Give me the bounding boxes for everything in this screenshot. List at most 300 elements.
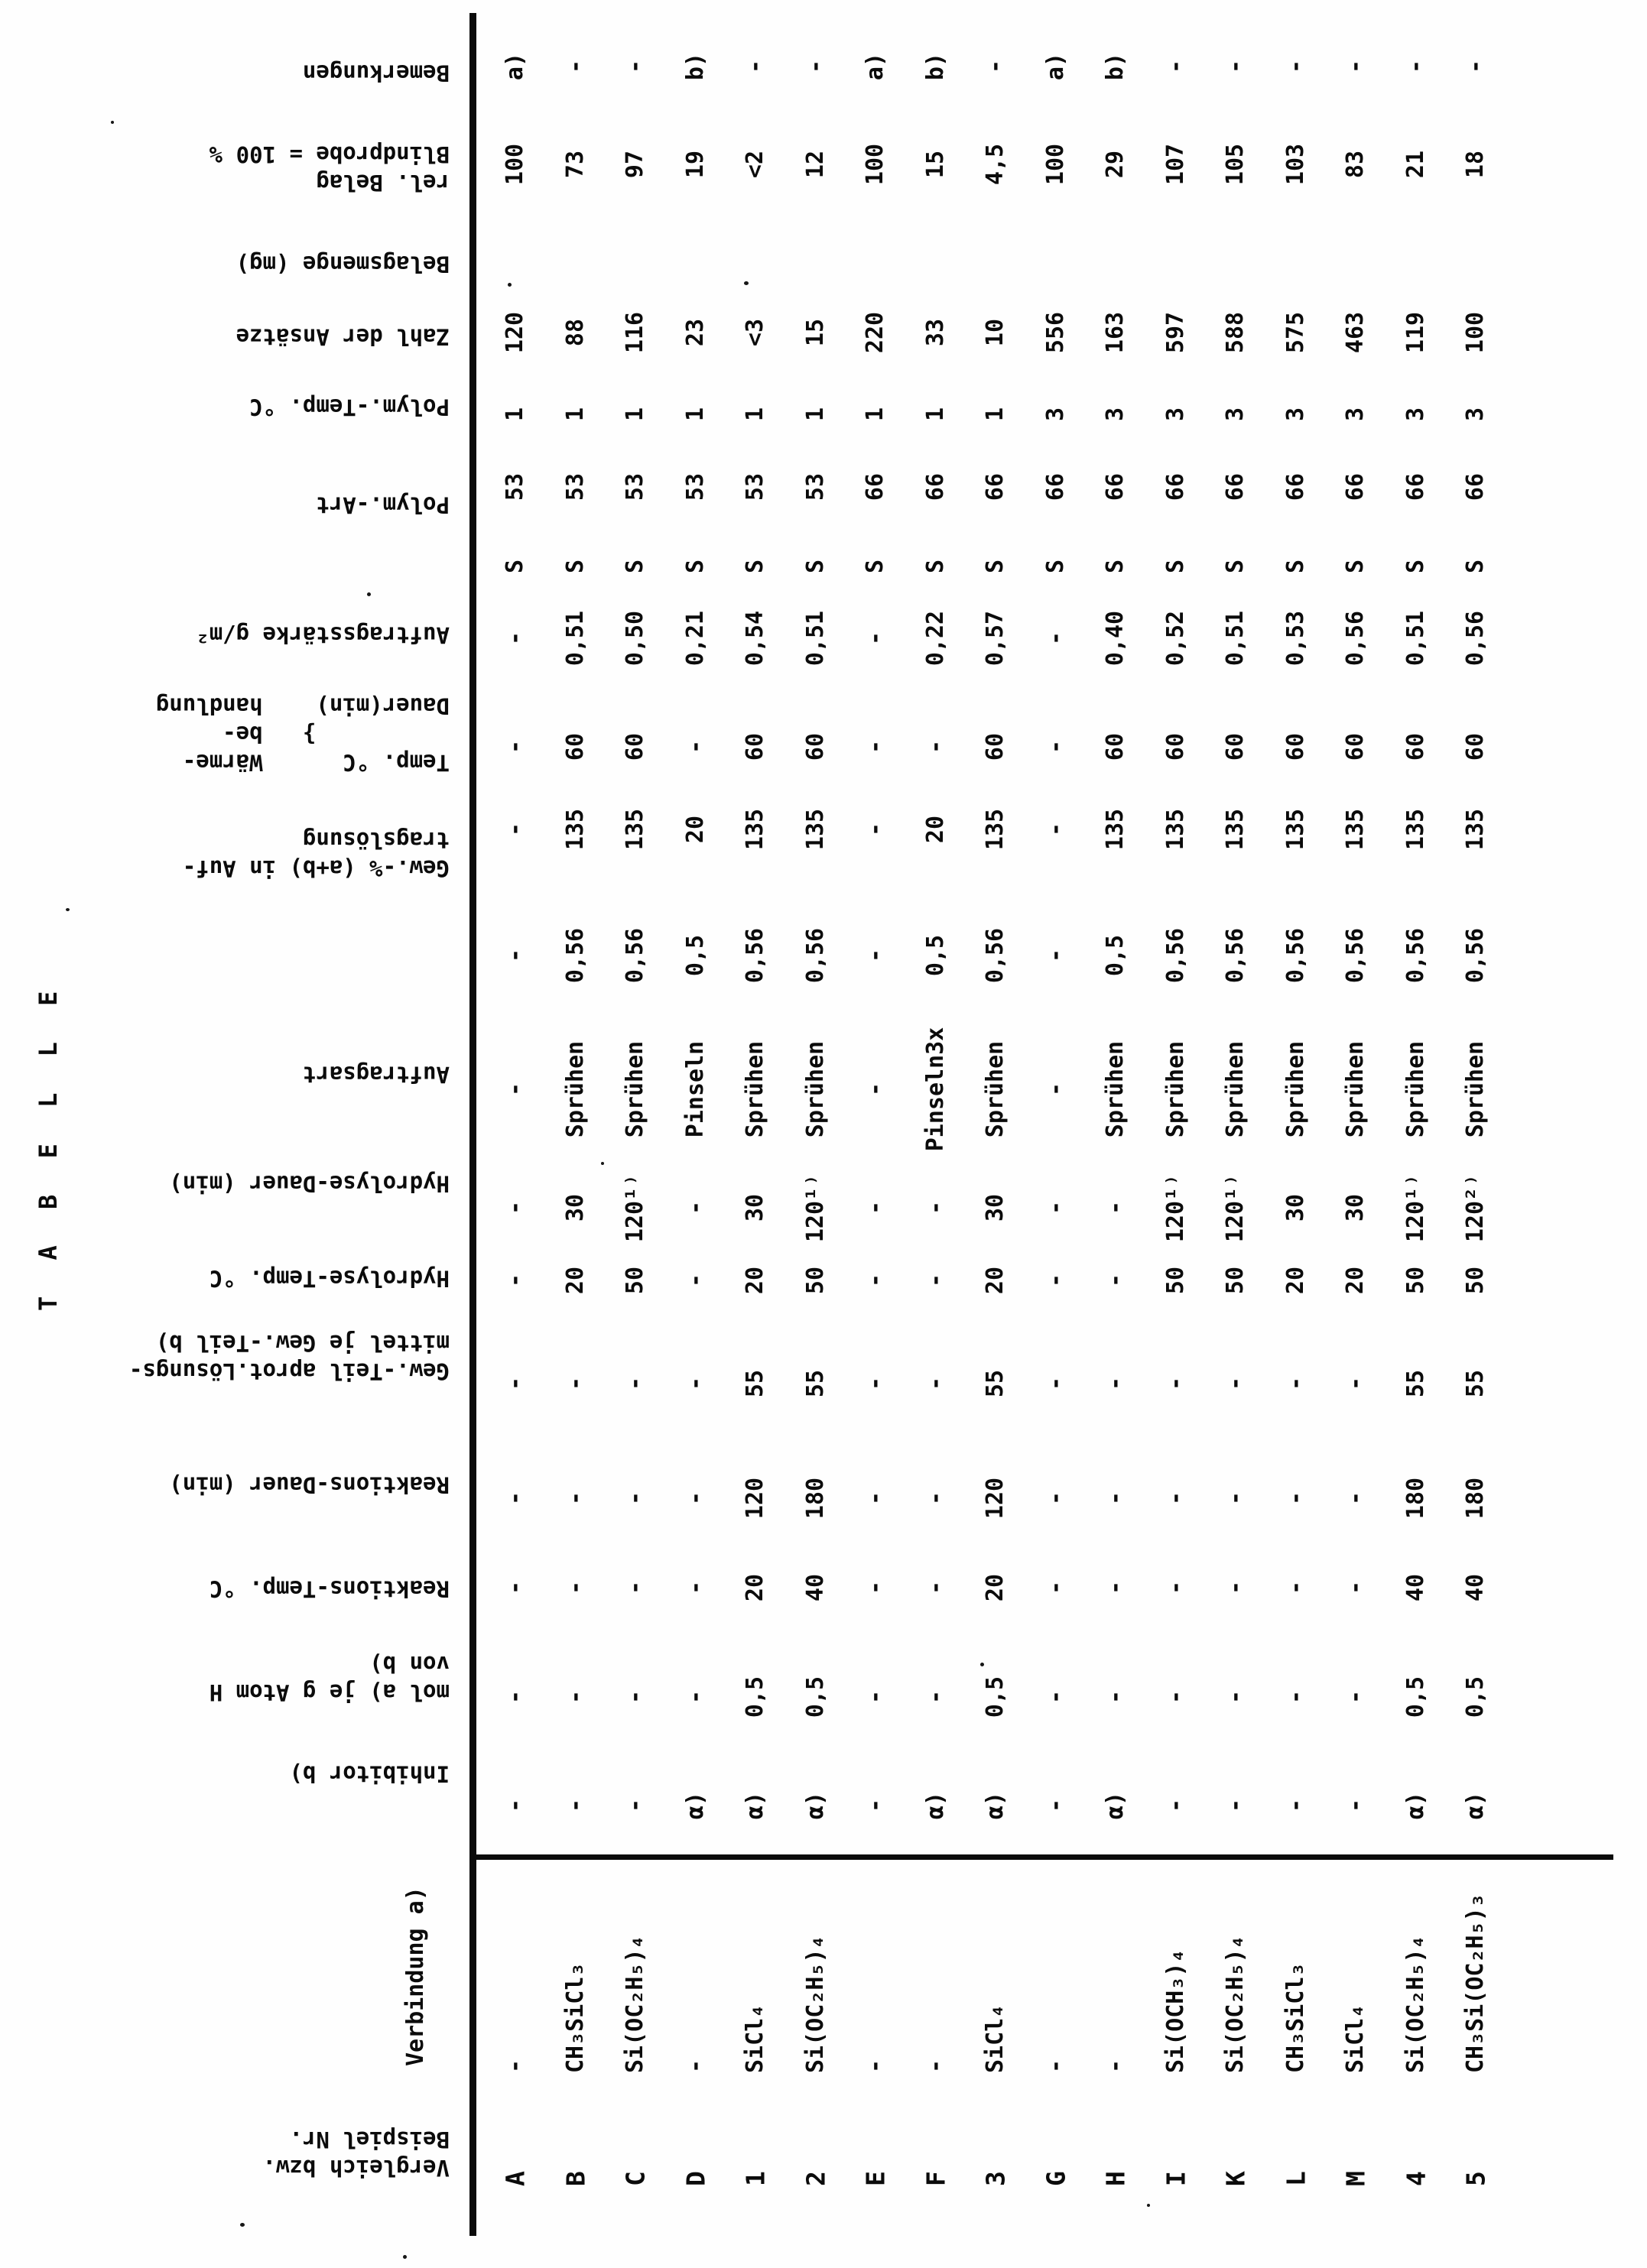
- table-title: T A B E L L E: [34, 980, 63, 1311]
- cell-D-aufst: 0,21: [681, 610, 709, 667]
- cell-5-hydro_dauer: 120²⁾: [1462, 1173, 1489, 1243]
- cell-H-bemerkungen: b): [1102, 52, 1129, 81]
- cell-K-inhibitor: -: [1222, 1798, 1249, 1813]
- row-label-E: E: [860, 2171, 891, 2186]
- cell-5-rel_belag: 18: [1462, 150, 1489, 179]
- cell-A-auftragsart: -: [502, 1082, 528, 1097]
- cell-B-waerme_temp: 135: [561, 808, 589, 851]
- cell-L-mol: -: [1282, 1689, 1309, 1705]
- cell-D-inhibitor: α): [681, 1791, 709, 1820]
- cell-M-reakt_temp: -: [1342, 1580, 1369, 1595]
- cell-I-mol: -: [1161, 1689, 1189, 1705]
- cell-1-hydro_temp: 20: [742, 1266, 768, 1295]
- cell-1-zahl: 1: [742, 407, 768, 422]
- scan-speck: [403, 2255, 407, 2259]
- cell-I-belagsmenge: 597: [1161, 311, 1189, 354]
- cell-K-auftragsart: Sprühen: [1222, 1040, 1249, 1138]
- row-label-4: 4: [1401, 2171, 1431, 2186]
- cell-C-waerme_dauer: 60: [622, 732, 648, 761]
- cell-L-reakt_temp: -: [1282, 1580, 1309, 1595]
- cell-E-hydro_dauer: -: [862, 1200, 888, 1215]
- cell-G-verbindung: -: [1041, 2059, 1069, 2073]
- col-header-hydro_dauer: Hydrolyse-Dauer (min): [169, 1170, 450, 1197]
- cell-B-polym_art: S: [561, 559, 589, 574]
- cell-G-polym_art: S: [1041, 559, 1069, 574]
- cell-E-aufst: -: [862, 631, 888, 646]
- cell-2-reakt_dauer: 180: [801, 1477, 829, 1520]
- cell-5-verbindung: CH₃Si(OC₂H₅)₃: [1462, 1893, 1489, 2073]
- cell-L-aufst: 0,53: [1282, 610, 1309, 667]
- cell-1-reakt_dauer: 120: [742, 1477, 768, 1520]
- cell-B-hydro_dauer: 30: [561, 1193, 589, 1222]
- cell-5-hydro_temp: 50: [1462, 1266, 1489, 1295]
- cell-F-reakt_temp: -: [921, 1580, 949, 1595]
- cell-D-auftragsart: Pinseln: [681, 1040, 709, 1138]
- cell-5-polym_art: S: [1462, 559, 1489, 574]
- cell-H-rel_belag: 29: [1102, 150, 1129, 179]
- cell-C-hydro_dauer: 120¹⁾: [622, 1173, 648, 1243]
- cell-2-bemerkungen: -: [801, 59, 829, 74]
- cell-F-inhibitor: α): [921, 1791, 949, 1820]
- col-header-rel_belag: rel. Belag Blindprobe = 100 %: [209, 141, 450, 196]
- col-header-gew_teil: Gew.-Teil aprot.Lösungs- mittel je Gew.-Teil b): [128, 1330, 450, 1384]
- row-label-1: 1: [740, 2171, 771, 2186]
- row-label-2: 2: [801, 2171, 830, 2186]
- col-header-auftragsart: Auftragsart: [302, 1061, 450, 1088]
- cell-D-reakt_dauer: -: [681, 1491, 709, 1506]
- scan-speck: [1147, 2204, 1150, 2207]
- cell-4-auftragsart: Sprühen: [1402, 1040, 1429, 1138]
- cell-A-reakt_temp: -: [502, 1580, 528, 1595]
- cell-F-gew_proz: 0,5: [921, 934, 949, 977]
- cell-4-polym_art: S: [1402, 559, 1429, 574]
- cell-H-gew_teil: -: [1102, 1376, 1129, 1391]
- cell-2-mol: 0,5: [801, 1676, 829, 1718]
- cell-5-auftragsart: Sprühen: [1462, 1040, 1489, 1138]
- cell-3-mol: 0,5: [982, 1676, 1009, 1718]
- cell-M-belagsmenge: 463: [1342, 311, 1369, 354]
- cell-L-verbindung: CH₃SiCl₃: [1282, 1962, 1309, 2073]
- scan-speck: [744, 281, 749, 285]
- cell-1-waerme_temp: 135: [742, 808, 768, 851]
- cell-M-gew_teil: -: [1342, 1376, 1369, 1391]
- cell-L-waerme_temp: 135: [1282, 808, 1309, 851]
- cell-B-mol: -: [561, 1689, 589, 1705]
- cell-3-waerme_temp: 135: [982, 808, 1009, 851]
- cell-3-verbindung: SiCl₄: [982, 2004, 1009, 2073]
- cell-H-mol: -: [1102, 1689, 1129, 1705]
- cell-3-bemerkungen: -: [982, 59, 1009, 74]
- verbindung-column-rule: [473, 1854, 1613, 1860]
- cell-H-polym_temp: 66: [1102, 472, 1129, 501]
- cell-F-aufst: 0,22: [921, 610, 949, 667]
- col-header-polym_temp: Polym.-Temp. °C: [249, 394, 450, 420]
- cell-A-mol: -: [502, 1689, 528, 1705]
- cell-K-rel_belag: 105: [1222, 143, 1249, 186]
- cell-5-waerme_dauer: 60: [1462, 732, 1489, 761]
- cell-M-waerme_temp: 135: [1342, 808, 1369, 851]
- cell-I-polym_temp: 66: [1161, 472, 1189, 501]
- cell-D-zahl: 1: [681, 407, 709, 422]
- cell-I-waerme_dauer: 60: [1161, 732, 1189, 761]
- cell-H-gew_proz: 0,5: [1102, 934, 1129, 977]
- cell-F-waerme_dauer: -: [921, 739, 949, 754]
- cell-1-auftragsart: Sprühen: [742, 1040, 768, 1138]
- cell-F-polym_temp: 66: [921, 472, 949, 501]
- cell-1-polym_art: S: [742, 559, 768, 574]
- cell-M-hydro_temp: 20: [1342, 1266, 1369, 1295]
- cell-G-waerme_temp: -: [1041, 822, 1069, 837]
- cell-M-rel_belag: 83: [1342, 150, 1369, 179]
- cell-2-polym_art: S: [801, 559, 829, 574]
- cell-C-aufst: 0,50: [622, 610, 648, 667]
- cell-A-aufst: -: [502, 631, 528, 646]
- cell-I-hydro_temp: 50: [1161, 1266, 1189, 1295]
- cell-B-aufst: 0,51: [561, 610, 589, 667]
- cell-2-polym_temp: 53: [801, 472, 829, 501]
- cell-F-verbindung: -: [921, 2059, 949, 2073]
- cell-D-waerme_temp: 20: [681, 815, 709, 844]
- cell-A-waerme_temp: -: [502, 822, 528, 837]
- cell-I-hydro_dauer: 120¹⁾: [1161, 1173, 1189, 1243]
- cell-E-waerme_temp: -: [862, 822, 888, 837]
- cell-H-hydro_temp: -: [1102, 1273, 1129, 1288]
- cell-3-aufst: 0,57: [982, 610, 1009, 667]
- cell-G-bemerkungen: a): [1041, 52, 1069, 81]
- cell-E-reakt_temp: -: [862, 1580, 888, 1595]
- cell-A-verbindung: -: [502, 2059, 528, 2073]
- cell-4-gew_proz: 0,56: [1402, 927, 1429, 984]
- cell-E-zahl: 1: [862, 407, 888, 422]
- cell-C-gew_proz: 0,56: [622, 927, 648, 984]
- scan-speck: [367, 592, 371, 596]
- cell-K-waerme_temp: 135: [1222, 808, 1249, 851]
- cell-B-auftragsart: Sprühen: [561, 1040, 589, 1138]
- row-label-I: I: [1161, 2171, 1191, 2186]
- cell-G-auftragsart: -: [1041, 1082, 1069, 1097]
- row-label-B: B: [560, 2171, 590, 2186]
- cell-I-reakt_temp: -: [1161, 1580, 1189, 1595]
- col-header-gew_proz: Gew.-% (a+b) in Auf- tragslösung: [182, 827, 450, 881]
- cell-F-hydro_dauer: -: [921, 1200, 949, 1215]
- cell-G-mol: -: [1041, 1689, 1069, 1705]
- cell-D-polym_temp: 53: [681, 472, 709, 501]
- cell-C-polym_art: S: [622, 559, 648, 574]
- cell-E-gew_teil: -: [862, 1376, 888, 1391]
- cell-I-waerme_temp: 135: [1161, 808, 1189, 851]
- cell-B-gew_teil: -: [561, 1376, 589, 1391]
- cell-4-rel_belag: 21: [1402, 150, 1429, 179]
- cell-4-inhibitor: α): [1402, 1791, 1429, 1820]
- cell-4-waerme_dauer: 60: [1402, 732, 1429, 761]
- cell-3-hydro_temp: 20: [982, 1266, 1009, 1295]
- cell-E-reakt_dauer: -: [862, 1491, 888, 1506]
- cell-3-waerme_dauer: 60: [982, 732, 1009, 761]
- cell-5-reakt_temp: 40: [1462, 1573, 1489, 1602]
- cell-A-gew_teil: -: [502, 1376, 528, 1391]
- cell-4-gew_teil: 55: [1402, 1369, 1429, 1398]
- cell-D-hydro_dauer: -: [681, 1200, 709, 1215]
- cell-F-belagsmenge: 33: [921, 318, 949, 347]
- cell-D-rel_belag: 19: [681, 150, 709, 179]
- cell-1-aufst: 0,54: [742, 610, 768, 667]
- cell-3-polym_temp: 66: [982, 472, 1009, 501]
- cell-1-verbindung: SiCl₄: [742, 2004, 768, 2073]
- cell-G-reakt_dauer: -: [1041, 1491, 1069, 1506]
- cell-G-aufst: -: [1041, 631, 1069, 646]
- cell-D-belagsmenge: 23: [681, 318, 709, 347]
- cell-F-auftragsart: Pinseln3x: [921, 1027, 949, 1152]
- cell-L-waerme_dauer: 60: [1282, 732, 1309, 761]
- cell-3-reakt_dauer: 120: [982, 1477, 1009, 1520]
- cell-3-polym_art: S: [982, 559, 1009, 574]
- cell-G-hydro_dauer: -: [1041, 1200, 1069, 1215]
- cell-A-gew_proz: -: [502, 948, 528, 963]
- cell-A-hydro_temp: -: [502, 1273, 528, 1288]
- cell-F-mol: -: [921, 1689, 949, 1705]
- cell-5-mol: 0,5: [1462, 1676, 1489, 1718]
- cell-M-inhibitor: -: [1342, 1798, 1369, 1813]
- cell-K-belagsmenge: 588: [1222, 311, 1249, 354]
- cell-G-waerme_dauer: -: [1041, 739, 1069, 754]
- cell-A-polym_temp: 53: [502, 472, 528, 501]
- cell-4-hydro_dauer: 120¹⁾: [1402, 1173, 1429, 1243]
- cell-K-gew_proz: 0,56: [1222, 927, 1249, 984]
- cell-H-reakt_dauer: -: [1102, 1491, 1129, 1506]
- scan-speck: [980, 1663, 984, 1666]
- row-label-3: 3: [980, 2171, 1011, 2186]
- cell-K-hydro_dauer: 120¹⁾: [1222, 1173, 1249, 1243]
- col-header-reakt_temp: Reaktions-Temp. °C: [209, 1575, 450, 1602]
- cell-B-reakt_dauer: -: [561, 1491, 589, 1506]
- cell-C-hydro_temp: 50: [622, 1266, 648, 1295]
- cell-F-waerme_temp: 20: [921, 815, 949, 844]
- cell-3-inhibitor: α): [982, 1791, 1009, 1820]
- cell-M-bemerkungen: -: [1342, 59, 1369, 74]
- cell-I-rel_belag: 107: [1161, 143, 1189, 186]
- cell-C-mol: -: [622, 1689, 648, 1705]
- cell-A-bemerkungen: a): [502, 52, 528, 81]
- row-label-L: L: [1281, 2171, 1311, 2186]
- cell-H-hydro_dauer: -: [1102, 1200, 1129, 1215]
- cell-K-hydro_temp: 50: [1222, 1266, 1249, 1295]
- header-rule: [469, 13, 476, 2236]
- cell-I-polym_art: S: [1161, 559, 1189, 574]
- cell-M-hydro_dauer: 30: [1342, 1193, 1369, 1222]
- cell-M-mol: -: [1342, 1689, 1369, 1705]
- cell-G-rel_belag: 100: [1041, 143, 1069, 186]
- cell-2-auftragsart: Sprühen: [801, 1040, 829, 1138]
- cell-4-polym_temp: 66: [1402, 472, 1429, 501]
- cell-D-polym_art: S: [681, 559, 709, 574]
- cell-M-zahl: 3: [1342, 407, 1369, 422]
- cell-G-zahl: 3: [1041, 407, 1069, 422]
- col-header-reakt_dauer: Reaktions-Dauer (min): [169, 1471, 450, 1498]
- cell-4-reakt_temp: 40: [1402, 1573, 1429, 1602]
- cell-E-hydro_temp: -: [862, 1273, 888, 1288]
- cell-D-waerme_dauer: -: [681, 739, 709, 754]
- cell-4-aufst: 0,51: [1402, 610, 1429, 667]
- cell-H-verbindung: -: [1102, 2059, 1129, 2073]
- cell-2-verbindung: Si(OC₂H₅)₄: [801, 1935, 829, 2073]
- cell-D-gew_teil: -: [681, 1376, 709, 1391]
- cell-5-inhibitor: α): [1462, 1791, 1489, 1820]
- cell-F-gew_teil: -: [921, 1376, 949, 1391]
- cell-1-belagsmenge: <3: [742, 318, 768, 347]
- col-header-zahl: Zahl der Ansätze: [236, 323, 450, 350]
- cell-C-rel_belag: 97: [622, 150, 648, 179]
- cell-G-belagsmenge: 556: [1041, 311, 1069, 354]
- cell-1-reakt_temp: 20: [742, 1573, 768, 1602]
- cell-1-gew_proz: 0,56: [742, 927, 768, 984]
- cell-G-gew_proz: -: [1041, 948, 1069, 963]
- cell-4-zahl: 3: [1402, 407, 1429, 422]
- row-label-F: F: [921, 2171, 950, 2186]
- cell-3-hydro_dauer: 30: [982, 1193, 1009, 1222]
- scan-speck: [240, 2223, 245, 2227]
- cell-2-belagsmenge: 15: [801, 318, 829, 347]
- cell-G-polym_temp: 66: [1041, 472, 1069, 501]
- cell-I-bemerkungen: -: [1161, 59, 1189, 74]
- scan-speck: [601, 1162, 604, 1165]
- cell-M-auftragsart: Sprühen: [1342, 1040, 1369, 1138]
- cell-E-belagsmenge: 220: [862, 311, 888, 354]
- cell-H-polym_art: S: [1102, 559, 1129, 574]
- cell-L-bemerkungen: -: [1282, 59, 1309, 74]
- cell-B-reakt_temp: -: [561, 1580, 589, 1595]
- cell-2-hydro_dauer: 120¹⁾: [801, 1173, 829, 1243]
- cell-M-gew_proz: 0,56: [1342, 927, 1369, 984]
- cell-M-aufst: 0,56: [1342, 610, 1369, 667]
- cell-B-belagsmenge: 88: [561, 318, 589, 347]
- cell-E-mol: -: [862, 1689, 888, 1705]
- cell-B-verbindung: CH₃SiCl₃: [561, 1962, 589, 2073]
- cell-L-polym_art: S: [1282, 559, 1309, 574]
- cell-L-inhibitor: -: [1282, 1798, 1309, 1813]
- col-header-aufst: Auftragsstärke g/m²: [196, 621, 450, 648]
- cell-G-inhibitor: -: [1041, 1798, 1069, 1813]
- cell-K-gew_teil: -: [1222, 1376, 1249, 1391]
- cell-H-reakt_temp: -: [1102, 1580, 1129, 1595]
- cell-E-polym_temp: 66: [862, 472, 888, 501]
- cell-M-polym_art: S: [1342, 559, 1369, 574]
- cell-K-reakt_temp: -: [1222, 1580, 1249, 1595]
- cell-C-polym_temp: 53: [622, 472, 648, 501]
- cell-2-waerme_dauer: 60: [801, 732, 829, 761]
- cell-2-waerme_temp: 135: [801, 808, 829, 851]
- cell-D-hydro_temp: -: [681, 1273, 709, 1288]
- cell-F-polym_art: S: [921, 559, 949, 574]
- cell-A-inhibitor: -: [502, 1798, 528, 1813]
- cell-D-verbindung: -: [681, 2059, 709, 2073]
- cell-5-polym_temp: 66: [1462, 472, 1489, 501]
- cell-I-gew_teil: -: [1161, 1376, 1189, 1391]
- cell-5-gew_teil: 55: [1462, 1369, 1489, 1398]
- cell-2-gew_proz: 0,56: [801, 927, 829, 984]
- cell-3-auftragsart: Sprühen: [982, 1040, 1009, 1138]
- cell-4-reakt_dauer: 180: [1402, 1477, 1429, 1520]
- cell-E-polym_art: S: [862, 559, 888, 574]
- cell-4-mol: 0,5: [1402, 1676, 1429, 1718]
- cell-L-hydro_temp: 20: [1282, 1266, 1309, 1295]
- cell-2-rel_belag: 12: [801, 150, 829, 179]
- cell-3-rel_belag: 4,5: [982, 143, 1009, 186]
- cell-1-polym_temp: 53: [742, 472, 768, 501]
- cell-5-gew_proz: 0,56: [1462, 927, 1489, 984]
- cell-2-zahl: 1: [801, 407, 829, 422]
- col-header-bemerkungen: Bemerkungen: [302, 60, 450, 86]
- cell-A-polym_art: S: [502, 559, 528, 574]
- cell-C-reakt_dauer: -: [622, 1491, 648, 1506]
- cell-F-hydro_temp: -: [921, 1273, 949, 1288]
- cell-C-verbindung: Si(OC₂H₅)₄: [622, 1935, 648, 2073]
- col-header-polym_art: Polym.-Art: [316, 492, 450, 518]
- col-header-hydro_temp: Hydrolyse-Temp. °C: [209, 1265, 450, 1292]
- cell-H-belagsmenge: 163: [1102, 311, 1129, 354]
- cell-5-reakt_dauer: 180: [1462, 1477, 1489, 1520]
- cell-5-bemerkungen: -: [1462, 59, 1489, 74]
- cell-L-hydro_dauer: 30: [1282, 1193, 1309, 1222]
- cell-D-gew_proz: 0,5: [681, 934, 709, 977]
- cell-M-waerme_dauer: 60: [1342, 732, 1369, 761]
- cell-L-reakt_dauer: -: [1282, 1491, 1309, 1506]
- cell-A-reakt_dauer: -: [502, 1491, 528, 1506]
- cell-2-reakt_temp: 40: [801, 1573, 829, 1602]
- cell-4-waerme_temp: 135: [1402, 808, 1429, 851]
- cell-M-verbindung: SiCl₄: [1342, 2004, 1369, 2073]
- cell-3-gew_proz: 0,56: [982, 927, 1009, 984]
- cell-A-zahl: 1: [502, 407, 528, 422]
- cell-G-reakt_temp: -: [1041, 1580, 1069, 1595]
- cell-D-mol: -: [681, 1689, 709, 1705]
- cell-I-reakt_dauer: -: [1161, 1491, 1189, 1506]
- cell-B-inhibitor: -: [561, 1798, 589, 1813]
- cell-L-belagsmenge: 575: [1282, 311, 1309, 354]
- cell-1-rel_belag: <2: [742, 150, 768, 179]
- cell-K-bemerkungen: -: [1222, 59, 1249, 74]
- scan-speck: [111, 121, 114, 124]
- col-header-mol: mol a) je g Atom H von b): [209, 1651, 450, 1705]
- cell-C-reakt_temp: -: [622, 1580, 648, 1595]
- cell-E-rel_belag: 100: [862, 143, 888, 186]
- cell-K-waerme_dauer: 60: [1222, 732, 1249, 761]
- cell-K-reakt_dauer: -: [1222, 1491, 1249, 1506]
- cell-C-belagsmenge: 116: [622, 311, 648, 354]
- row-label-5: 5: [1460, 2171, 1491, 2186]
- col-header-belagsmenge: Belagsmenge (mg): [236, 251, 450, 277]
- cell-5-waerme_temp: 135: [1462, 808, 1489, 851]
- cell-L-zahl: 3: [1282, 407, 1309, 422]
- col-header-verbindung: Verbindung a): [402, 1887, 429, 2066]
- cell-F-reakt_dauer: -: [921, 1491, 949, 1506]
- cell-G-hydro_temp: -: [1041, 1273, 1069, 1288]
- cell-1-waerme_dauer: 60: [742, 732, 768, 761]
- cell-A-belagsmenge: 120: [502, 311, 528, 354]
- cell-B-polym_temp: 53: [561, 472, 589, 501]
- cell-1-bemerkungen: -: [742, 59, 768, 74]
- cell-L-auftragsart: Sprühen: [1282, 1040, 1309, 1138]
- cell-K-verbindung: Si(OC₂H₅)₄: [1222, 1935, 1249, 2073]
- cell-L-gew_teil: -: [1282, 1376, 1309, 1391]
- cell-H-auftragsart: Sprühen: [1102, 1040, 1129, 1138]
- cell-L-gew_proz: 0,56: [1282, 927, 1309, 984]
- cell-1-mol: 0,5: [742, 1676, 768, 1718]
- cell-I-zahl: 3: [1161, 407, 1189, 422]
- col-header-waermebehandlung: Temp. °C Wärme- } be- Dauer(min) handlung: [155, 693, 450, 776]
- cell-B-bemerkungen: -: [561, 59, 589, 74]
- cell-I-gew_proz: 0,56: [1161, 927, 1189, 984]
- cell-3-gew_teil: 55: [982, 1369, 1009, 1398]
